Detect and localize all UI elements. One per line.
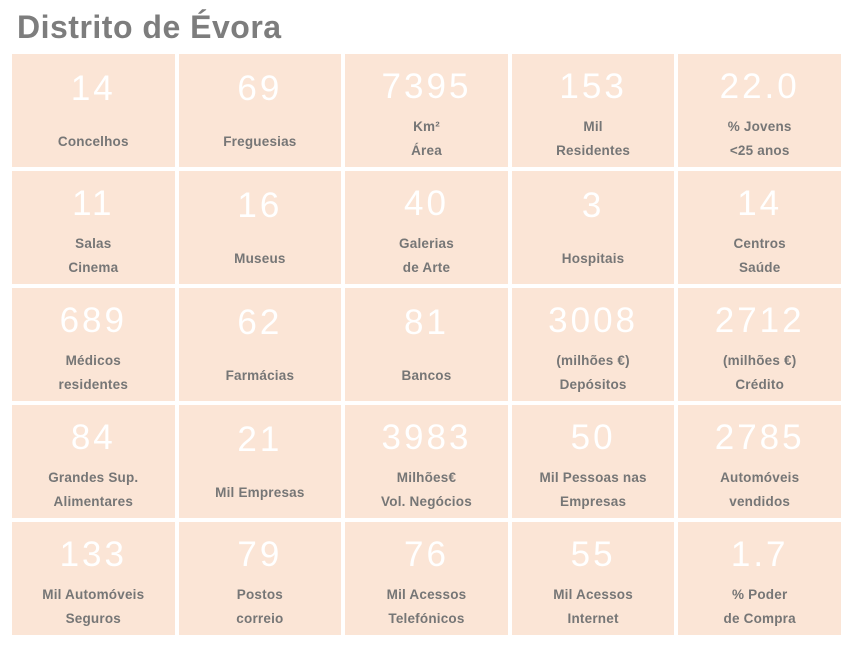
stat-label <box>12 232 175 284</box>
stat-label-line: Freguesias <box>223 133 297 149</box>
stat-card <box>345 405 508 518</box>
stat-label-line: Crédito <box>735 377 785 393</box>
stat-value: 3983 <box>381 417 472 457</box>
stat-label <box>678 466 841 518</box>
stat-label-line: <25 anos <box>729 143 790 159</box>
stat-card <box>345 54 508 167</box>
stat-label-line: Automóveis <box>720 470 800 486</box>
stat-label-line: Seguros <box>65 611 121 627</box>
stat-label-line: Alimentares <box>53 494 134 510</box>
stat-label <box>512 466 675 518</box>
stat-label <box>345 115 508 167</box>
stat-value: 40 <box>404 183 449 223</box>
stat-label-line: Depósitos <box>559 377 627 393</box>
stat-label-line: Vol. Negócios <box>381 494 472 510</box>
stat-label <box>345 466 508 518</box>
stat-label-line: Mil Empresas <box>215 484 305 500</box>
stat-card <box>512 54 675 167</box>
stat-value: 689 <box>59 300 127 340</box>
stat-value: 22.0 <box>719 66 800 106</box>
stat-label-line: Grandes Sup. <box>48 470 139 486</box>
stat-label <box>678 349 841 401</box>
stat-label-line: (milhões €) <box>722 353 797 369</box>
stat-value: 81 <box>404 303 449 343</box>
stat-value: 84 <box>70 417 116 457</box>
stat-label-line: residentes <box>58 377 129 393</box>
stat-card <box>345 171 508 284</box>
stat-value: 11 <box>72 183 115 223</box>
stat-label-line: Mil Pessoas nas <box>539 470 647 486</box>
stat-value: 21 <box>237 420 283 460</box>
stat-value: 14 <box>70 69 116 109</box>
stat-card <box>678 522 841 635</box>
stat-card <box>512 171 675 284</box>
stat-card <box>12 522 175 635</box>
stat-label-line: % Jovens <box>727 119 792 135</box>
stat-card <box>678 405 841 518</box>
stat-value: 16 <box>237 186 283 226</box>
stat-card <box>345 288 508 401</box>
stat-label-line: de Arte <box>402 260 451 276</box>
stat-label-line: Telefónicos <box>388 611 465 627</box>
stat-label-line: Médicos <box>65 353 121 369</box>
stat-card <box>179 405 342 518</box>
stat-label-line: Salas <box>75 236 112 252</box>
stat-label-line: correio <box>236 611 284 627</box>
stat-value: 55 <box>570 534 616 574</box>
stat-value: 62 <box>237 303 283 343</box>
stat-label <box>12 466 175 518</box>
stat-card <box>179 171 342 284</box>
stat-card <box>678 288 841 401</box>
stat-label-line: Internet <box>567 611 619 627</box>
stat-value: 69 <box>237 69 283 109</box>
stat-label-line: (milhões €) <box>556 353 630 369</box>
stat-label-line: Mil <box>583 119 603 135</box>
stat-card <box>179 288 342 401</box>
stat-card <box>12 405 175 518</box>
stat-label-line: Km² <box>413 119 440 135</box>
stat-label-line: Saúde <box>738 260 781 276</box>
stat-value: 7395 <box>381 66 472 106</box>
stat-label <box>512 237 675 284</box>
stat-label-line: Residentes <box>556 143 631 159</box>
stat-label <box>179 120 342 167</box>
stat-value: 3 <box>581 186 605 226</box>
stat-value: 153 <box>559 66 627 106</box>
stat-card <box>678 171 841 284</box>
stat-label <box>678 583 841 635</box>
stat-card <box>179 522 342 635</box>
stat-label-line: Farmácias <box>225 367 295 383</box>
stat-label-line: de Compra <box>723 611 796 627</box>
stat-card <box>12 171 175 284</box>
stat-card <box>512 522 675 635</box>
stat-value: 2712 <box>714 300 805 340</box>
stat-value: 14 <box>737 183 783 223</box>
stat-value: 1.7 <box>730 534 789 574</box>
stat-value: 133 <box>59 534 127 574</box>
stat-card <box>12 54 175 167</box>
stat-label-line: Milhões€ <box>396 470 457 486</box>
stat-label-line: % Poder <box>731 587 788 603</box>
stat-label-line: Centros <box>733 236 786 252</box>
stat-label <box>678 115 841 167</box>
stat-value: 76 <box>404 534 449 574</box>
stat-label <box>345 583 508 635</box>
stat-label-line: Mil Acessos <box>553 587 633 603</box>
stat-label-line: Cinema <box>68 260 119 276</box>
stat-label-line: Concelhos <box>57 133 129 149</box>
stat-label <box>678 232 841 284</box>
stat-value: 79 <box>237 534 283 574</box>
stat-label <box>179 237 342 284</box>
stat-label-line: Empresas <box>560 494 627 510</box>
stat-label-line: Postos <box>236 587 283 603</box>
stat-card <box>512 405 675 518</box>
stat-label-line: Galerias <box>399 236 454 252</box>
stat-card <box>12 288 175 401</box>
stat-value: 3008 <box>548 300 639 340</box>
stat-label-line: Mil Acessos <box>386 587 467 603</box>
stat-label <box>512 349 675 401</box>
stat-label <box>179 354 342 401</box>
stat-label-line: Museus <box>234 250 286 266</box>
stat-card <box>179 54 342 167</box>
page-title: Distrito de Évora <box>17 9 282 45</box>
stat-label <box>12 120 175 167</box>
stat-card <box>678 54 841 167</box>
stat-value: 2785 <box>714 417 805 457</box>
stat-label <box>512 115 675 167</box>
stat-label <box>345 354 508 401</box>
stat-label-line: Bancos <box>401 367 452 383</box>
stat-label <box>179 471 342 518</box>
stat-card <box>512 288 675 401</box>
stat-card <box>345 522 508 635</box>
stat-label-line: Hospitais <box>561 250 625 266</box>
stat-label <box>12 583 175 635</box>
stat-value: 50 <box>570 417 616 457</box>
stat-label-line: Área <box>411 143 442 159</box>
stat-label <box>179 583 342 635</box>
stat-label-line: vendidos <box>729 494 791 510</box>
stat-label <box>512 583 675 635</box>
stats-grid <box>12 54 841 635</box>
stat-label-line: Mil Automóveis <box>42 587 145 603</box>
stat-label <box>12 349 175 401</box>
stat-label <box>345 232 508 284</box>
